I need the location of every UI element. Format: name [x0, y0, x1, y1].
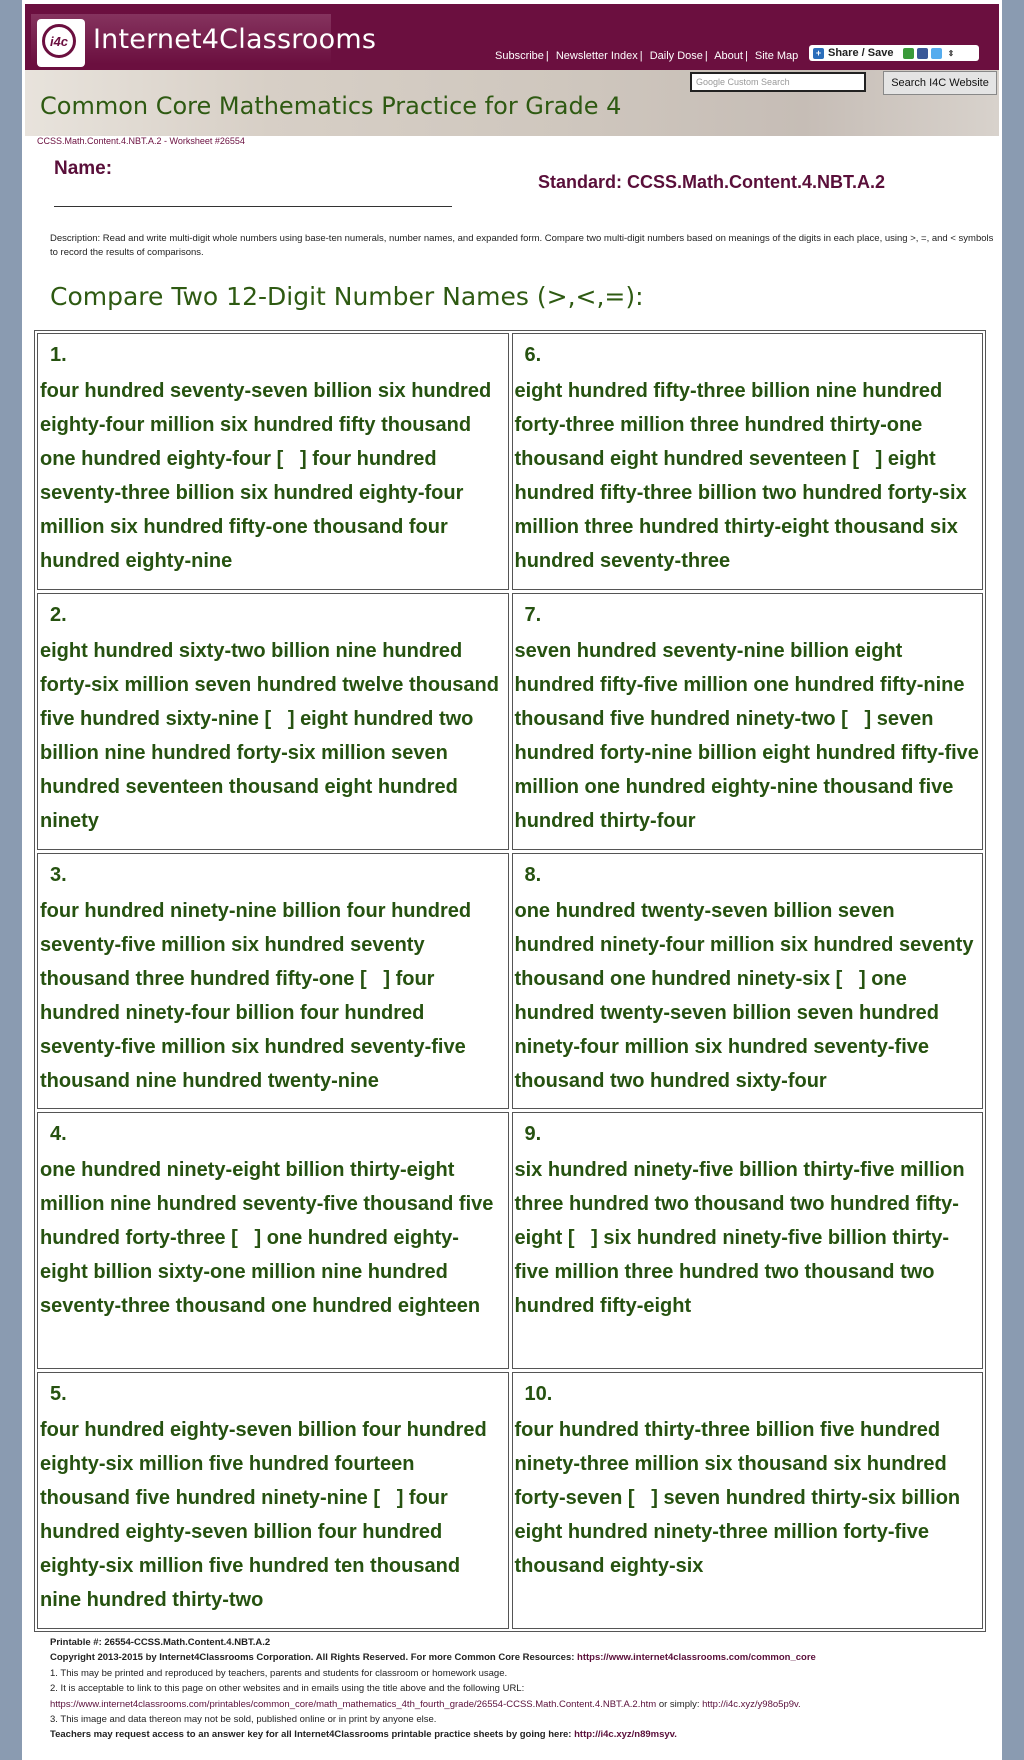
answer-bracket[interactable]: [ ]: [276, 448, 307, 470]
answer-bracket[interactable]: [ ]: [852, 448, 883, 470]
problem-left-number: eight hundred fifty-three billion nine hundred forty-three million three hundred thirty-one thousand eight hundred seventeen: [514, 380, 943, 470]
answer-key-text: Teachers may request access to an answer key for all Internet4Classrooms printable practice sheets by going here:: [50, 1729, 572, 1741]
problem-left-number: four hundred ninety-nine billion four hundred seventy-five million six hundred seventy thousand three hundred fifty-one: [40, 899, 472, 990]
answer-bracket[interactable]: [ ]: [360, 967, 390, 990]
answer-bracket[interactable]: [ ]: [231, 1227, 262, 1250]
footer: [50, 1635, 990, 1743]
problem-cell: [37, 333, 509, 590]
problem-right-number: four hundred eighty-seven billion four hundred eighty-six million five hundred ten thousand nine hundred thirty-two: [40, 1487, 461, 1612]
problem-cell: [37, 853, 509, 1110]
problem-cell: [512, 1112, 984, 1369]
logo-badge: [37, 19, 85, 67]
note-1: 1. This may be printed and reproduced by teachers, parents and students for classroom or homework usage.: [50, 1667, 508, 1679]
answer-bracket[interactable]: [ ]: [373, 1487, 404, 1510]
problem-right-number: seven hundred forty-nine billion eight hundred fifty-five million one hundred eighty-nine thousand five hundred thirty-four: [514, 707, 979, 832]
search-input[interactable]: [690, 72, 866, 92]
problem-number: 9.: [524, 1123, 542, 1146]
problem-cell: [512, 593, 984, 850]
nav-about[interactable]: About: [714, 50, 743, 62]
short-url-link[interactable]: http://i4c.xyz/y98o5p9v.: [702, 1698, 801, 1710]
logo-icon: i4c: [42, 24, 76, 58]
worksheet-url-link[interactable]: https://www.internet4classrooms.com/printables/common_core/math_mathematics_4th_fourth_grade/26554-CCSS.Math.Content.4.NBT.A.2.htm: [50, 1698, 657, 1710]
note-3: 3. This image and data thereon may not be sold, published online or in print by anyone else.: [50, 1714, 437, 1726]
search-button[interactable]: Search I4C Website: [883, 71, 997, 95]
problem-right-number: one hundred twenty-seven billion seven hundred ninety-four million six hundred seventy-five thousand two hundred sixty-four: [514, 967, 940, 1092]
problem-number: 8.: [524, 863, 542, 886]
answer-bracket[interactable]: [ ]: [567, 1227, 598, 1250]
problem-right-number: eight hundred fifty-three billion two hundred forty-six million three hundred thirty-eight thousand six hundred seventy-three: [514, 448, 967, 572]
answer-key-link[interactable]: http://i4c.xyz/n89msyv.: [574, 1729, 677, 1741]
problem-cell: [37, 593, 509, 850]
problem-cell: [37, 1372, 509, 1629]
problem-left-number: four hundred thirty-three billion five hundred ninety-three million six thousand six hundred forty-seven: [514, 1419, 947, 1510]
top-nav: Subscribe | Newsletter Index | Daily Dose | About | Site Map: [495, 50, 799, 62]
printable-number: Printable #: 26554-CCSS.Math.Content.4.NBT.A.2: [50, 1637, 271, 1648]
problem-cell: [37, 1112, 509, 1369]
page-title: Common Core Mathematics Practice for Grade 4: [40, 92, 622, 120]
site-header: [25, 4, 999, 70]
url-or-text: or simply:: [658, 1698, 700, 1710]
description: Description: Read and write multi-digit whole numbers using base-ten numerals, number names, and expanded form. Compare two multi-digit numbers based on meanings of the digits in each place, using >, =, and < symbols to record the results of comparisons.: [50, 233, 994, 258]
site-name: Internet4Classrooms: [93, 24, 377, 55]
problem-number: 5.: [50, 1383, 67, 1406]
plus-icon: +: [813, 48, 824, 59]
nav-daily-dose[interactable]: Daily Dose: [649, 50, 703, 62]
copyright-text: Copyright 2013-2015 by Internet4Classrooms Corporation. All Rights Reserved. For more Common Core Resources:: [50, 1652, 575, 1664]
answer-bracket[interactable]: [ ]: [264, 707, 295, 730]
standard-label: Standard: CCSS.Math.Content.4.NBT.A.2: [538, 172, 886, 192]
nav-subscribe[interactable]: Subscribe: [495, 50, 544, 62]
problem-left-number: one hundred twenty-seven billion seven hundred ninety-four million six hundred seventy thousand one hundred ninety-six: [514, 899, 974, 990]
problem-left-number: seven hundred seventy-nine billion eight hundred fifty-five million one hundred fifty-nine thousand five hundred ninety-two: [514, 639, 965, 730]
problem-left-number: four hundred seventy-seven billion six hundred eighty-four million six hundred fifty thousand one hundred eighty-four: [40, 380, 492, 470]
problem-right-number: eight hundred two billion nine hundred forty-six million seven hundred seventeen thousand eight hundred ninety: [40, 707, 474, 832]
name-label: Name:: [54, 158, 113, 179]
problem-number: 2.: [50, 603, 67, 626]
share-save-button[interactable]: [809, 45, 979, 61]
problem-left-number: six hundred ninety-five billion thirty-five million three hundred two thousand two hundred fifty-eight: [514, 1159, 965, 1250]
worksheet-id: CCSS.Math.Content.4.NBT.A.2 - Worksheet #26554: [37, 136, 245, 146]
problem-cell: [512, 853, 984, 1110]
site-logo[interactable]: [31, 14, 377, 64]
problem-right-number: six hundred ninety-five billion thirty-five million three hundred two thousand two hundred fifty-eight: [514, 1227, 949, 1318]
problem-number: 7.: [524, 603, 542, 626]
problem-number: 10.: [524, 1383, 553, 1406]
banner: [25, 70, 999, 136]
common-core-link[interactable]: https://www.internet4classrooms.com/common_core: [577, 1652, 816, 1664]
problem-right-number: four hundred seventy-three billion six hundred eighty-four million six hundred fifty-one thousand four hundred eighty-nine: [40, 448, 464, 572]
problem-right-number: one hundred eighty-eight billion sixty-one million nine hundred seventy-three thousand one hundred eighteen: [40, 1227, 481, 1318]
problem-number: 1.: [50, 344, 67, 366]
answer-bracket[interactable]: [ ]: [627, 1487, 658, 1510]
problem-left-number: four hundred eighty-seven billion four hundred eighty-six million five hundred fourteen thousand five hundred ninety-nine: [40, 1419, 487, 1510]
problems-table: [34, 330, 986, 1632]
problem-left-number: eight hundred sixty-two billion nine hundred forty-six million seven hundred twelve thousand five hundred sixty-nine: [40, 639, 499, 730]
problem-right-number: seven hundred thirty-six billion eight hundred ninety-three million forty-five thousand eighty-six: [514, 1487, 961, 1578]
share-email-icon[interactable]: [903, 48, 914, 59]
google-logo: Google: [696, 77, 726, 87]
answer-bracket[interactable]: [ ]: [835, 967, 866, 990]
page: [22, 0, 1002, 1760]
problem-cell: [512, 1372, 984, 1629]
facebook-icon[interactable]: [917, 48, 928, 59]
nav-site-map[interactable]: Site Map: [754, 50, 799, 62]
problem-right-number: four hundred ninety-four billion four hundred seventy-five million six hundred seventy-five thousand nine hundred twenty-nine: [40, 967, 466, 1092]
problem-cell: [512, 333, 984, 590]
note-2: 2. It is acceptable to link to this page on other websites and in emails using the title above and the following URL:: [50, 1683, 525, 1695]
share-label: Share / Save: [828, 47, 894, 59]
search-placeholder: Custom Search: [727, 77, 790, 87]
section-title: Compare Two 12-Digit Number Names (>,<,=):: [50, 282, 644, 311]
problem-number: 3.: [50, 863, 67, 886]
problem-number: 6.: [524, 344, 542, 366]
problem-number: 4.: [50, 1123, 67, 1146]
name-line: [54, 206, 452, 207]
answer-bracket[interactable]: [ ]: [841, 707, 872, 730]
nav-newsletter-index[interactable]: Newsletter Index: [555, 50, 638, 62]
chevron-updown-icon[interactable]: ⇕: [945, 48, 956, 59]
problem-left-number: one hundred ninety-eight billion thirty-eight million nine hundred seventy-five thousand five hundred forty-three: [40, 1159, 494, 1250]
twitter-icon[interactable]: [931, 48, 942, 59]
